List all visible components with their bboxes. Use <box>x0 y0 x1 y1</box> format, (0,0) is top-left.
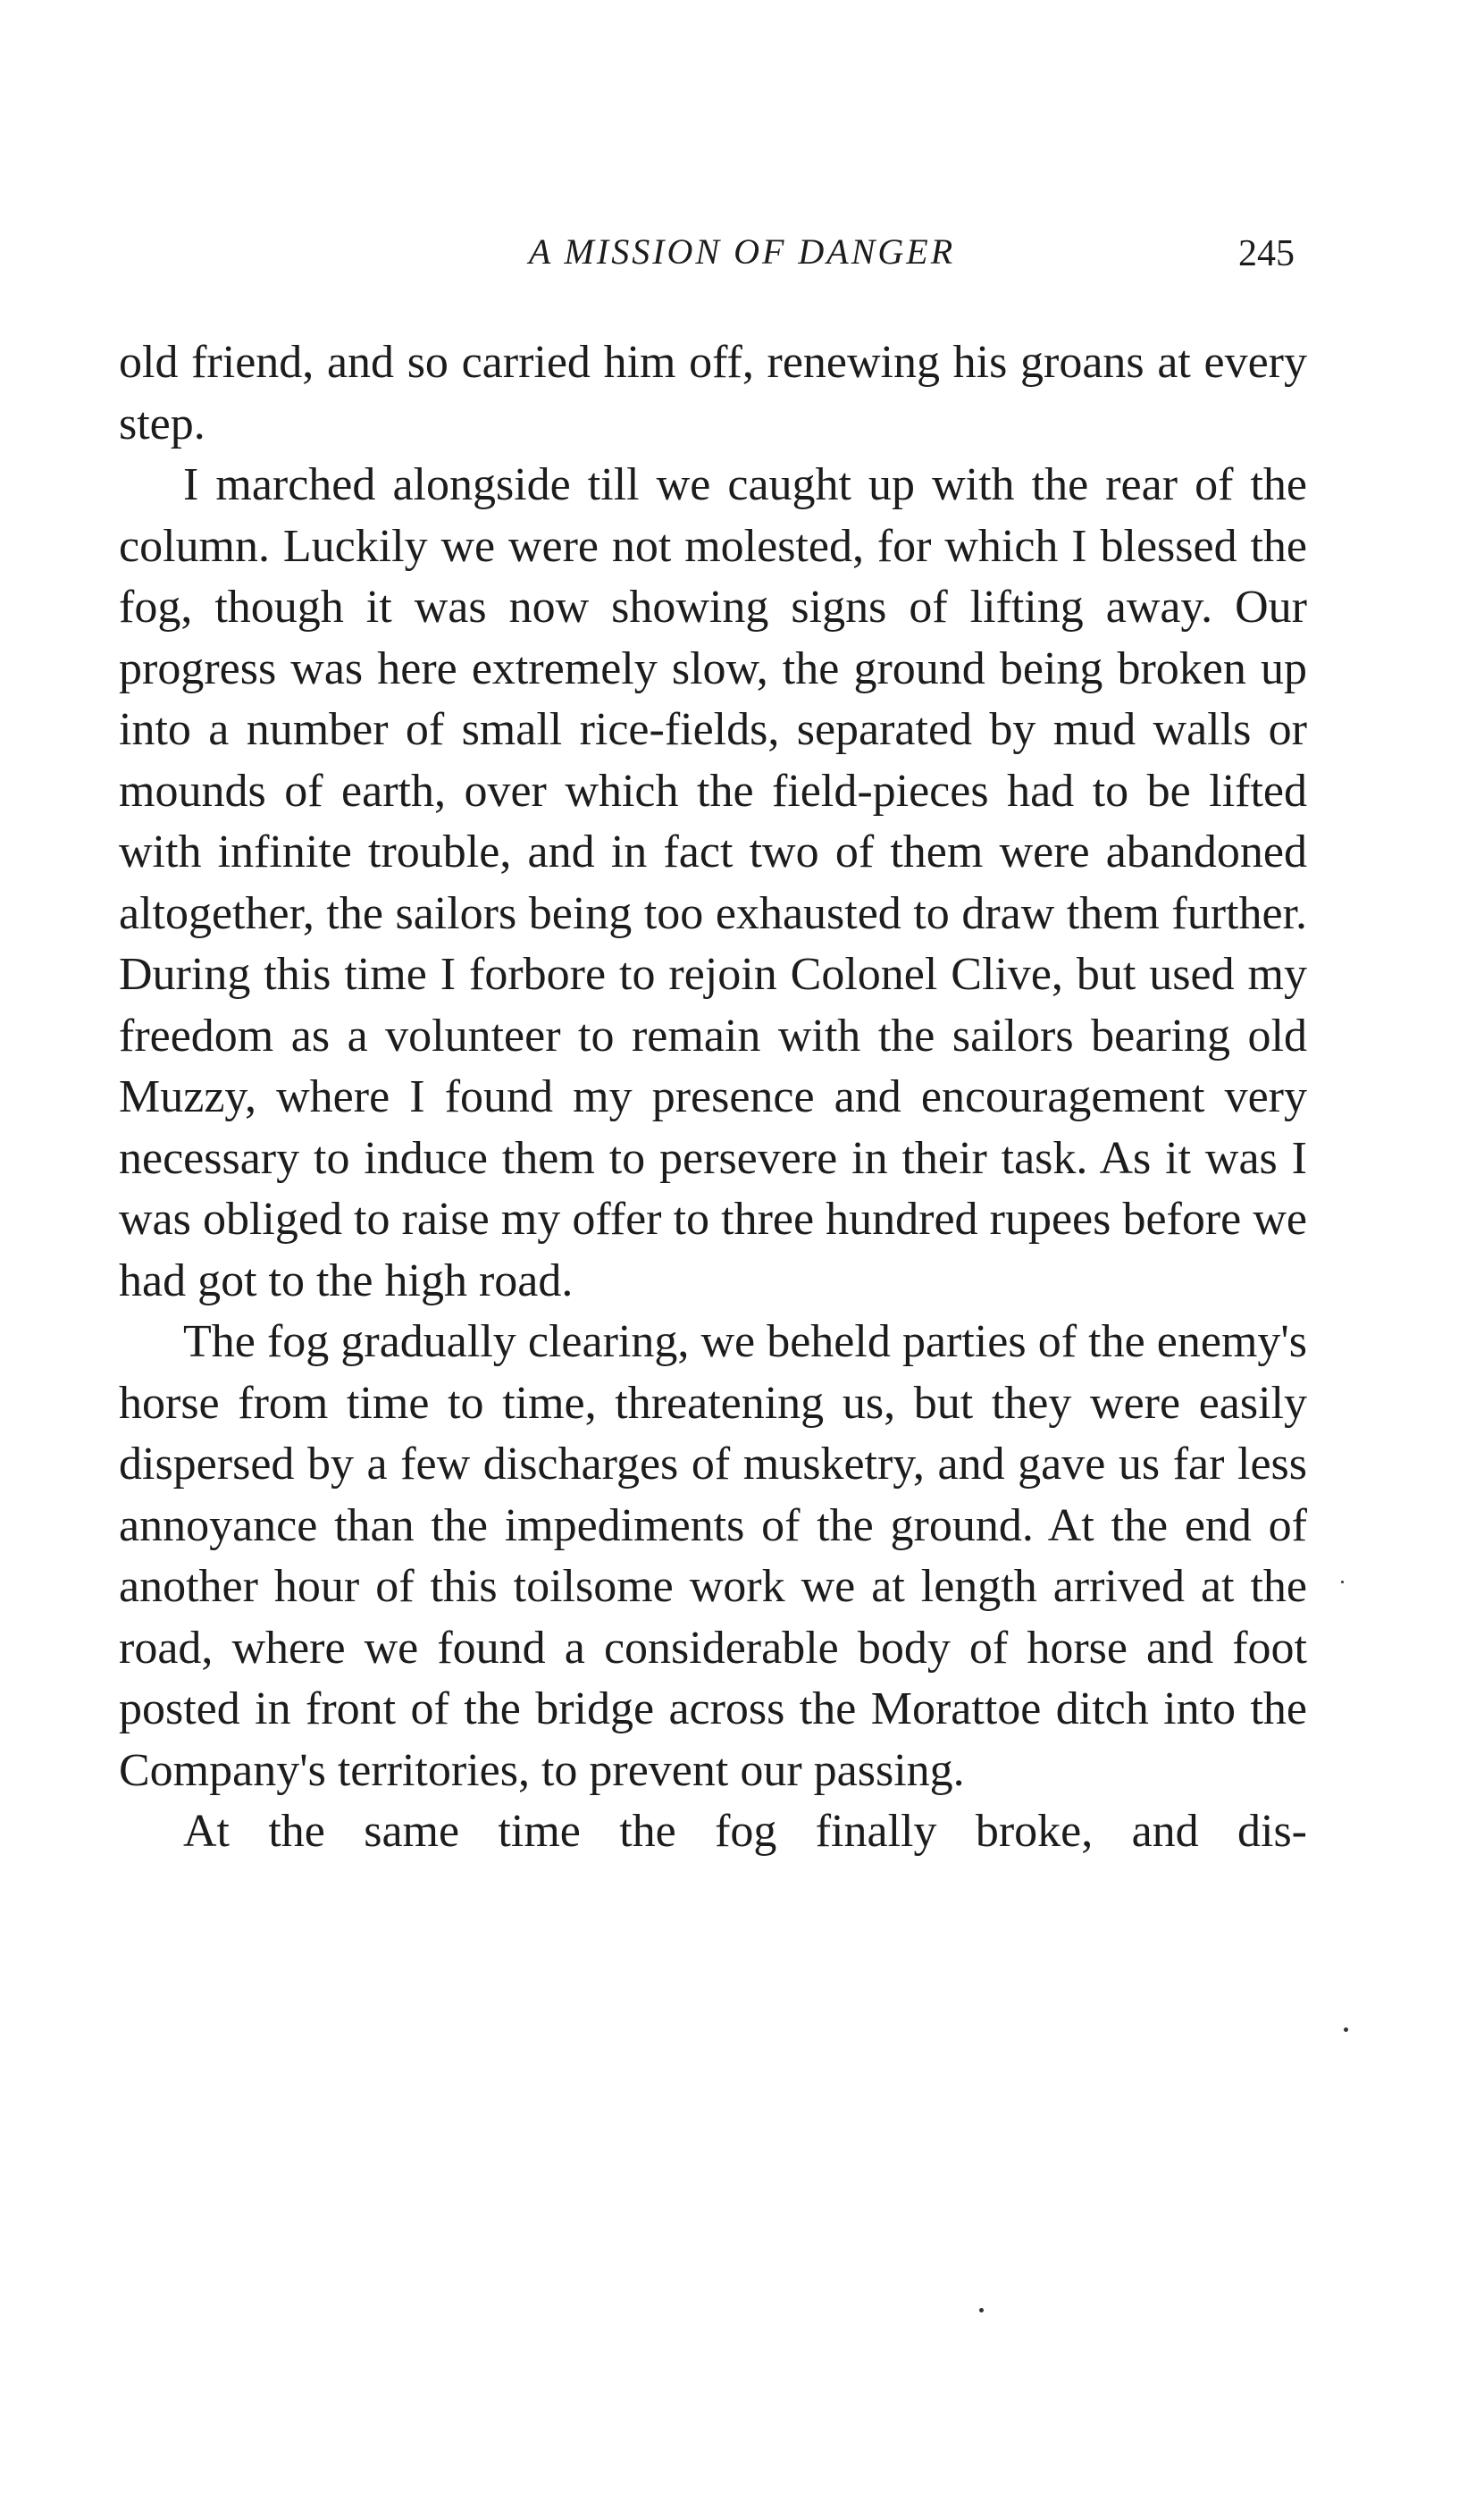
paragraph: I marched alongside till we caught up with the rear of the column. Luckily we were not molested, for which I blessed the fog, though it was now showing signs of lifting away. Our progress was here extremely slow, the ground being broken up into a number of small rice-fields, separated by mud walls or mounds of earth, over which the field-pieces had to be lifted with infinite trouble, and in fact two of them were abandoned altogether, the sailors being too exhausted to draw them further. During this time I forbore to rejoin Colonel Clive, but used my freedom as a volunteer to remain with the sailors bearing old Muzzy, where I found my presence and encouragement very necessary to induce them to persevere in their task. As it was I was obliged to raise my offer to three hundred rupees before we had got to the high road. <box>119 459 1307 1306</box>
paragraph-hyphenated-end: At the same time the fog finally broke, and dis- <box>183 1806 1307 1857</box>
print-speck <box>1344 2027 1348 2032</box>
text-body <box>119 332 1307 1863</box>
paragraph: The fog gradually clearing, we beheld parties of the enemy's horse from time to time, threatening us, but they were easily dispersed by a few discharges of musketry, and gave us far less annoyance than the impediments of the ground. At the end of another hour of this toilsome work we at length arrived at the road, where we found a considerable body of horse and foot posted in front of the bridge across the Morattoe ditch into the Company's territories, to prevent our passing. <box>119 1316 1307 1796</box>
page-number: 245 <box>1238 233 1295 274</box>
print-speck <box>1341 1581 1344 1583</box>
running-title: A MISSION OF DANGER <box>528 231 956 272</box>
print-speck <box>979 2308 984 2312</box>
running-head <box>0 231 1484 284</box>
paragraph-continuation: old friend, and so carried him off, renewing his groans at every step. <box>119 337 1307 449</box>
